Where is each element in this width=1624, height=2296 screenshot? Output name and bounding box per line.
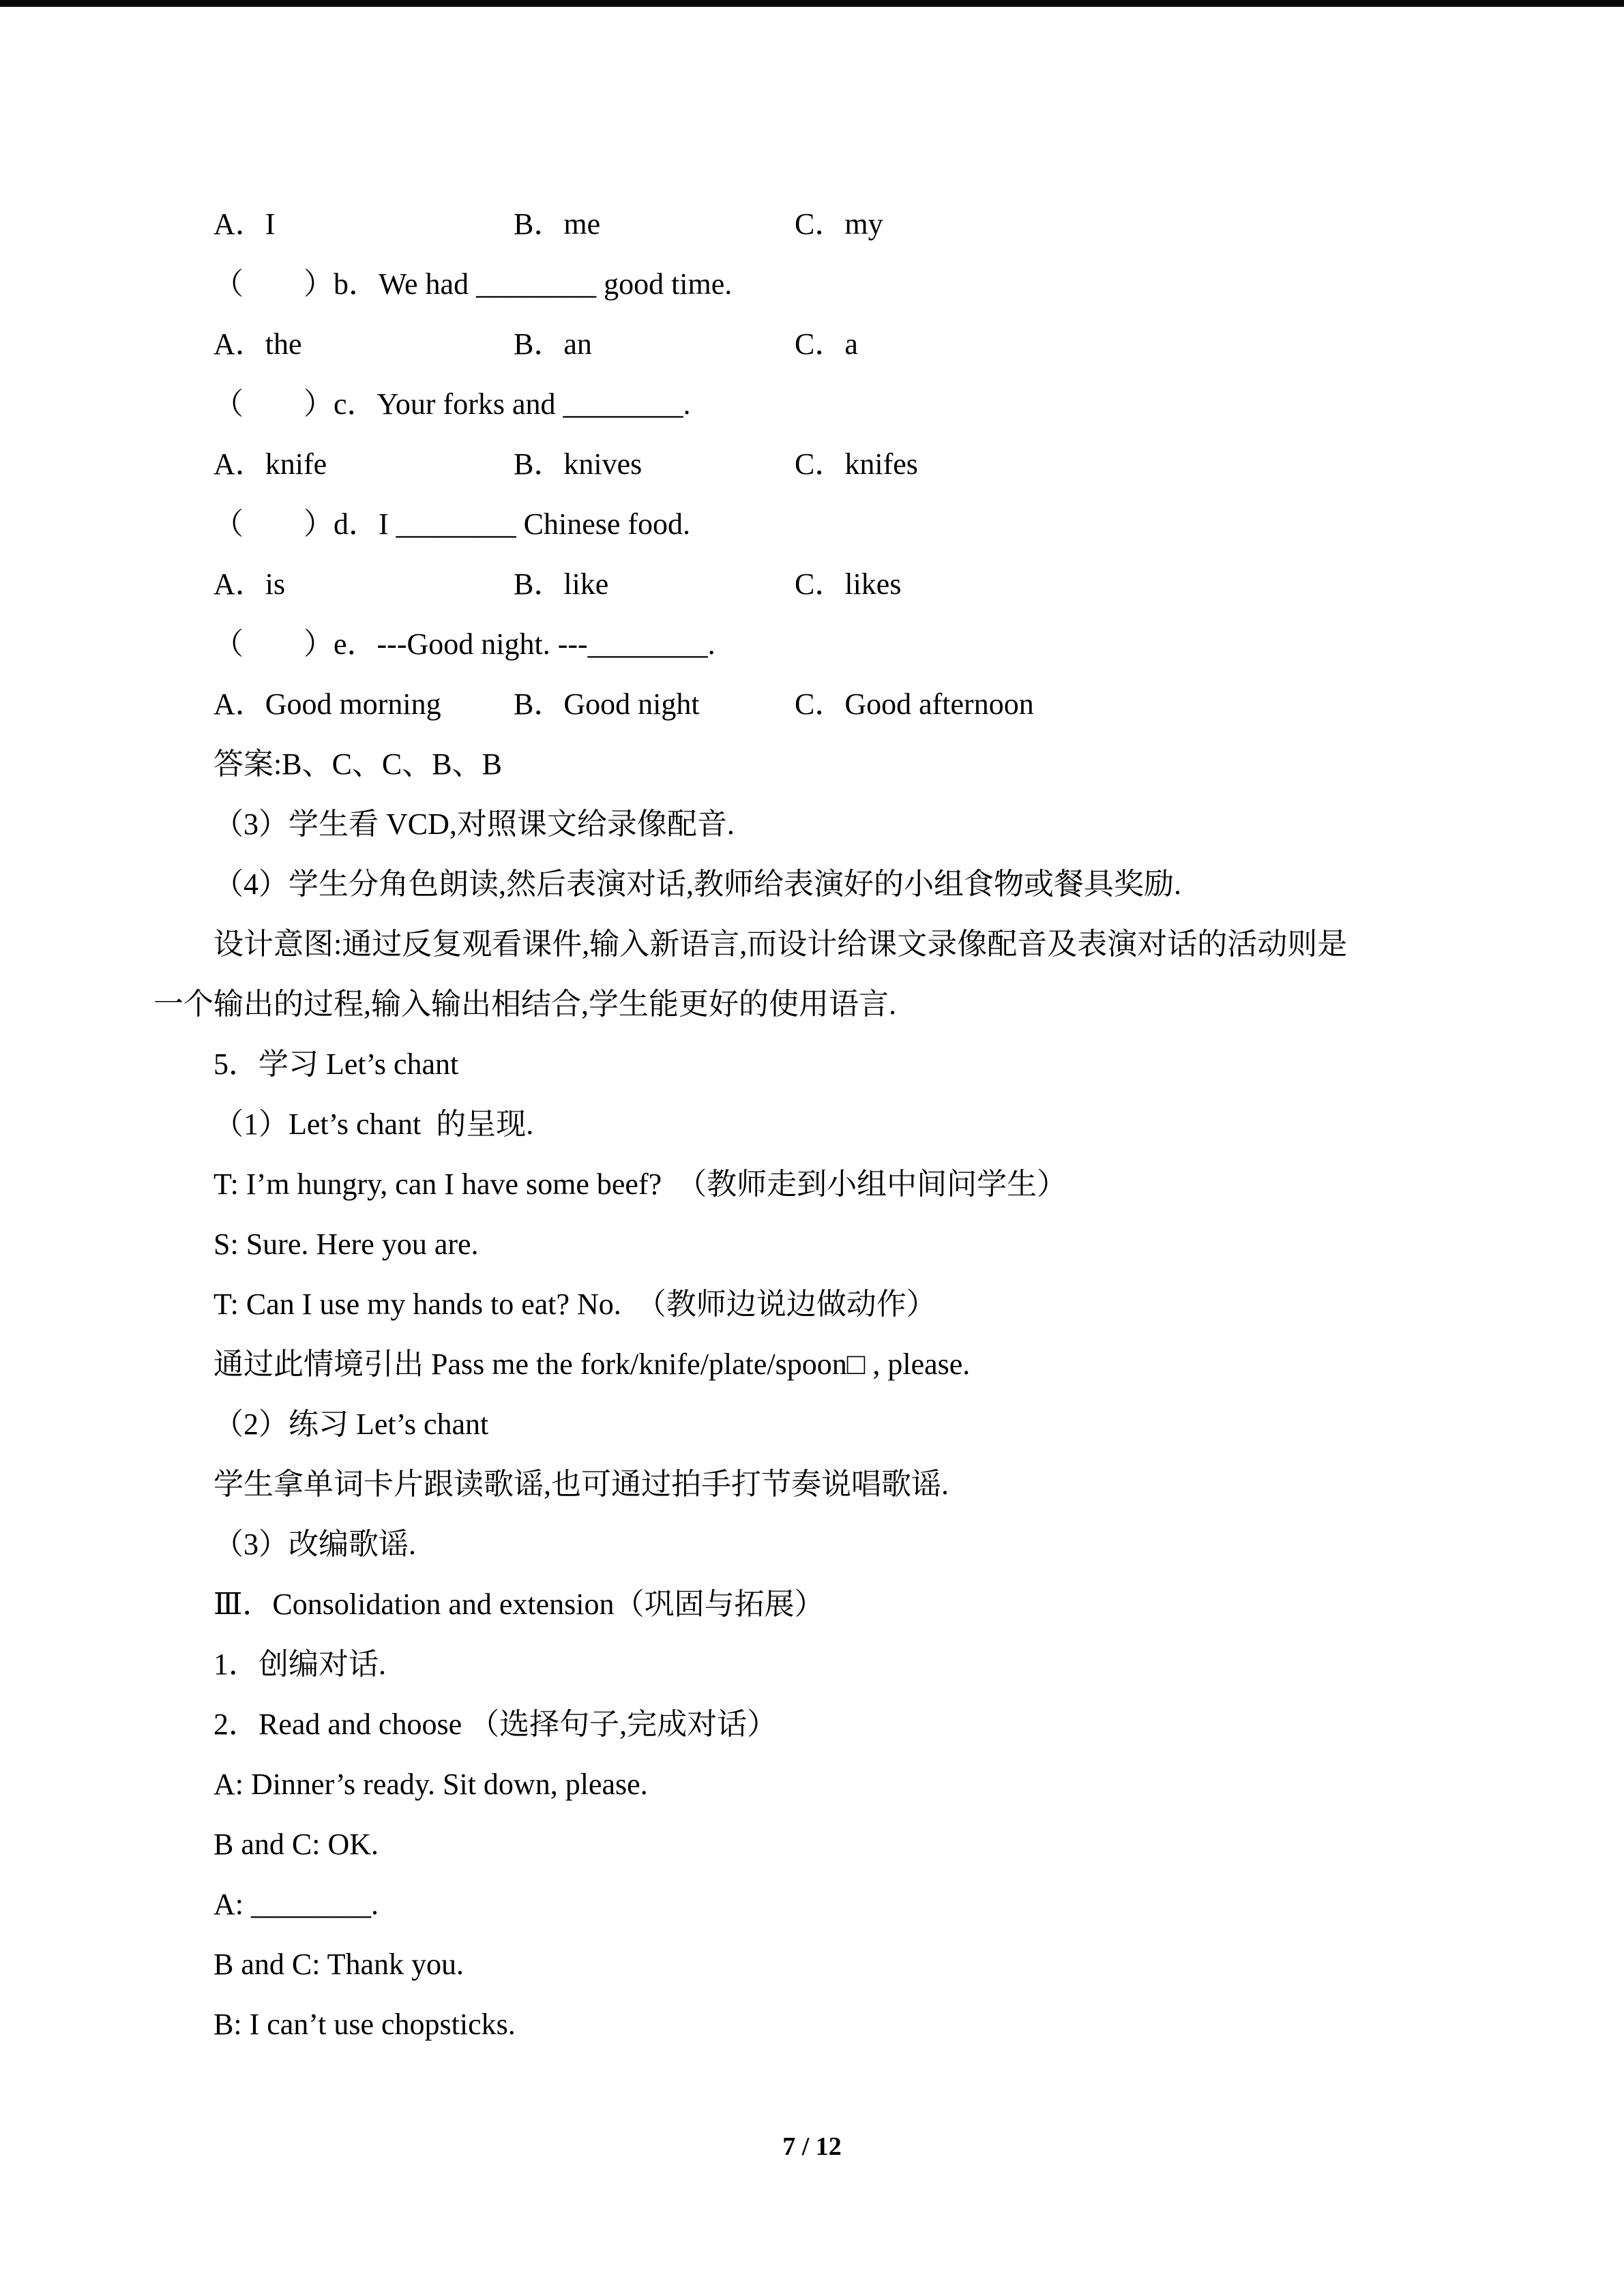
option-row — [153, 194, 1473, 254]
option-row — [153, 314, 1473, 374]
activity-step-line: （3）学生看 VCD,对照课文给录像配音. — [213, 807, 735, 841]
fill-blank-question-line: （ ）e．---Good night. ---________. — [213, 627, 715, 661]
task-line: 1．创编对话. — [213, 1648, 386, 1681]
option-c: C．Good afternoon — [795, 687, 1034, 721]
option-a: A．the — [213, 327, 302, 361]
dialog-line: B and C: OK. — [213, 1828, 379, 1861]
dialog-line: T: I’m hungry, can I have some beef? （教师走到小组中间问学生） — [213, 1167, 1067, 1201]
design-intent-line: 设计意图:通过反复观看课件,输入新语言,而设计给课文录像配音及表演对话的活动则是 — [213, 927, 1348, 961]
fill-blank-question-line: （ ）d．I ________ Chinese food. — [213, 507, 691, 541]
activity-note-line: 学生拿单词卡片跟读歌谣,也可通过拍手打节奏说唱歌谣. — [213, 1467, 949, 1501]
dialog-line: A: Dinner’s ready. Sit down, please. — [213, 1768, 648, 1801]
activity-step-line: （3）改编歌谣. — [213, 1527, 416, 1561]
option-a: A．knife — [213, 447, 327, 481]
activity-step-line: （1）Let’s chant 的呈现. — [213, 1107, 534, 1141]
section-heading-line: 5．学习 Let’s chant — [213, 1047, 459, 1081]
dialog-blank-line: A: ________. — [213, 1888, 379, 1921]
option-row — [153, 434, 1473, 494]
option-b: B．Good night — [514, 687, 700, 721]
option-c: C．knifes — [795, 447, 918, 481]
option-c: C．my — [795, 207, 883, 241]
fill-blank-question-line: （ ）b．We had ________ good time. — [213, 267, 733, 301]
option-row — [153, 674, 1473, 734]
footer-page-number: 7 / 12 — [782, 2132, 842, 2161]
option-a: A．is — [213, 567, 286, 601]
fill-blank-question-line: （ ）c．Your forks and ________. — [213, 387, 691, 421]
document-page — [153, 194, 1473, 2055]
context-note-line: 通过此情境引出 Pass me the fork/knife/plate/spoon□ , please. — [213, 1347, 971, 1381]
option-a: A．Good morning — [213, 687, 441, 721]
option-c: C．likes — [795, 567, 902, 601]
option-b: B．me — [514, 207, 601, 241]
dialog-line: S: Sure. Here you are. — [213, 1227, 479, 1261]
option-b: B．like — [514, 567, 609, 601]
answer-key-line: 答案:B、C、C、B、B — [213, 747, 502, 781]
dialog-line: B and C: Thank you. — [213, 1948, 464, 1981]
option-b: B．knives — [514, 447, 643, 481]
option-c: C．a — [795, 327, 858, 361]
option-row — [153, 554, 1473, 614]
option-b: B．an — [514, 327, 592, 361]
dialog-line: T: Can I use my hands to eat? No. （教师边说边做动作） — [213, 1287, 936, 1321]
section-heading-line: Ⅲ．Consolidation and extension（巩固与拓展） — [213, 1587, 825, 1621]
dialog-line: B: I can’t use chopsticks. — [213, 2008, 516, 2041]
scan-top-edge-bar — [0, 0, 1624, 7]
option-a: A．I — [213, 207, 276, 241]
design-intent-continuation-line: 一个输出的过程,输入输出相结合,学生能更好的使用语言. — [153, 987, 896, 1021]
activity-step-line: （2）练习 Let’s chant — [213, 1407, 489, 1441]
activity-step-line: （4）学生分角色朗读,然后表演对话,教师给表演好的小组食物或餐具奖励. — [213, 867, 1181, 901]
task-line: 2．Read and choose （选择句子,完成对话） — [213, 1708, 778, 1741]
